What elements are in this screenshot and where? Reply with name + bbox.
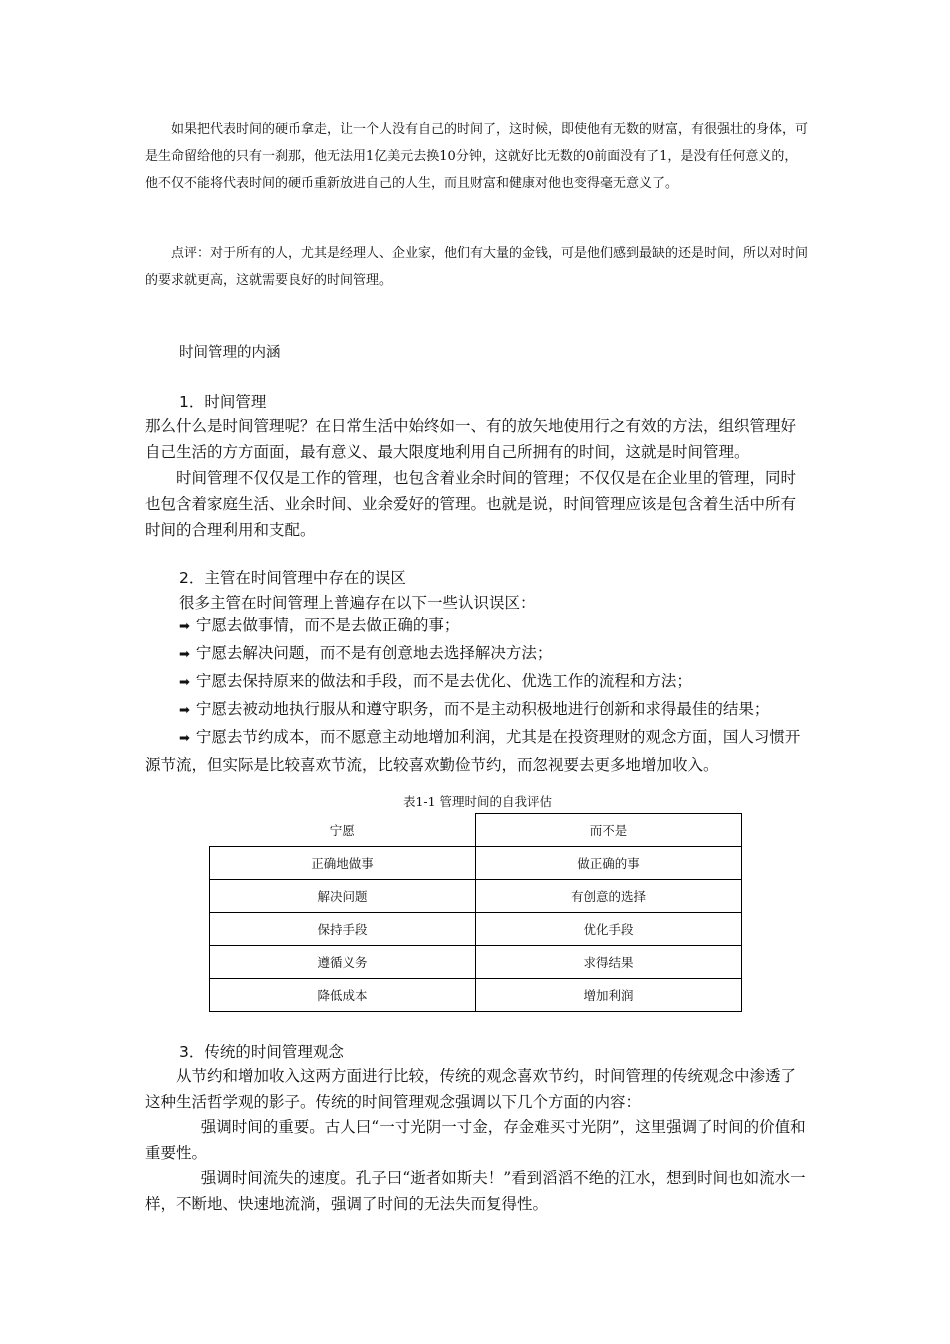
table-header-cell: 而不是: [476, 814, 742, 847]
list-item: ➡ 宁愿去被动地执行服从和遵守职务，而不是主动积极地进行创新和求得最佳的结果；: [179, 700, 770, 718]
section-3-paragraph-3: 强调时间流失的速度。孔子曰“逝者如斯夫！”看到滔滔不绝的江水，想到时间也如流水一样，不断地、快速地流淌，强调了时间的无法失而复得性。: [145, 1169, 806, 1213]
table-cell: 正确地做事: [210, 847, 476, 880]
table-row: [210, 946, 742, 979]
table-row: [210, 979, 742, 1012]
self-assessment-table: [209, 813, 742, 1012]
arrow-right-icon: ➡: [179, 731, 190, 746]
section-1-paragraph-1: 那么什么是时间管理呢？在日常生活中始终如一、有的放矢地使用行之有效的方法，组织管理好自己生活的方方面面，最有意义、最大限度地利用自己所拥有的时间，这就是时间管理。: [145, 417, 797, 461]
section-2-heading: 2．主管在时间管理中存在的误区: [179, 569, 406, 587]
table-row: [210, 913, 742, 946]
table-row: [210, 880, 742, 913]
intro-paragraph-1: 如果把代表时间的硬币拿走，让一个人没有自己的时间了，这时候，即使他有无数的财富，有很强壮的身体，可是生命留给他的只有一刹那，他无法用1亿美元去换10分钟，这就好比无数的0前面没有了1，是没有任何意义的，他不仅不能将代表时间的硬币重新放进自己的人生，而且财富和健康对他也变得毫无意义了。: [145, 122, 809, 191]
section-title: 时间管理的内涵: [179, 345, 281, 361]
table-cell: 解决问题: [210, 880, 476, 913]
section-3-paragraph-2: 强调时间的重要。古人曰“一寸光阴一寸金，存金难买寸光阴”，这里强调了时间的价值和重要性。: [145, 1118, 806, 1162]
table-cell: 保持手段: [210, 913, 476, 946]
section-2-intro: 很多主管在时间管理上普遍存在以下一些认识误区：: [179, 594, 536, 612]
list-item: ➡ 宁愿去做事情，而不是去做正确的事；: [179, 616, 460, 634]
misconception-list: [145, 612, 810, 778]
table-cell: 优化手段: [476, 913, 742, 946]
arrow-right-icon: ➡: [179, 675, 190, 690]
list-item: ➡ 宁愿去节约成本，而不愿意主动地增加利润，尤其是在投资理财的观念方面，国人习惯开源节流，但实际是比较喜欢节流，比较喜欢勤俭节约，而忽视要去更多地增加收入。: [145, 728, 801, 774]
arrow-right-icon: ➡: [179, 619, 190, 634]
section-3-heading: 3．传统的时间管理观念: [179, 1043, 344, 1061]
table-cell: 求得结果: [476, 946, 742, 979]
table-cell: 遵循义务: [210, 946, 476, 979]
table-cell: 做正确的事: [476, 847, 742, 880]
list-item: ➡ 宁愿去保持原来的做法和手段，而不是去优化、优选工作的流程和方法；: [179, 672, 692, 690]
table-cell: 有创意的选择: [476, 880, 742, 913]
arrow-right-icon: ➡: [179, 703, 190, 718]
section-3-paragraph-1: 从节约和增加收入这两方面进行比较，传统的观念喜欢节约，时间管理的传统观念中渗透了这种生活哲学观的影子。传统的时间管理观念强调以下几个方面的内容：: [145, 1067, 797, 1111]
section-1-paragraph-2: 时间管理不仅仅是工作的管理，也包含着业余时间的管理；不仅仅是在企业里的管理，同时也包含着家庭生活、业余时间、业余爱好的管理。也就是说，时间管理应该是包含着生活中所有时间的合理利用和支配。: [145, 469, 797, 539]
list-item: ➡ 宁愿去解决问题，而不是有创意地去选择解决方法；: [179, 644, 553, 662]
intro-paragraph-2: 点评：对于所有的人，尤其是经理人、企业家，他们有大量的金钱，可是他们感到最缺的还是时间，所以对时间的要求就更高，这就需要良好的时间管理。: [145, 246, 809, 288]
table-header-cell: 宁愿: [210, 814, 476, 847]
table-header-row: [210, 814, 742, 847]
table-cell: 增加利润: [476, 979, 742, 1012]
table-cell: 降低成本: [210, 979, 476, 1012]
table-row: [210, 847, 742, 880]
table-caption: 表1-1 管理时间的自我评估: [402, 794, 553, 809]
section-1-heading: 1．时间管理: [179, 393, 267, 411]
arrow-right-icon: ➡: [179, 647, 190, 662]
